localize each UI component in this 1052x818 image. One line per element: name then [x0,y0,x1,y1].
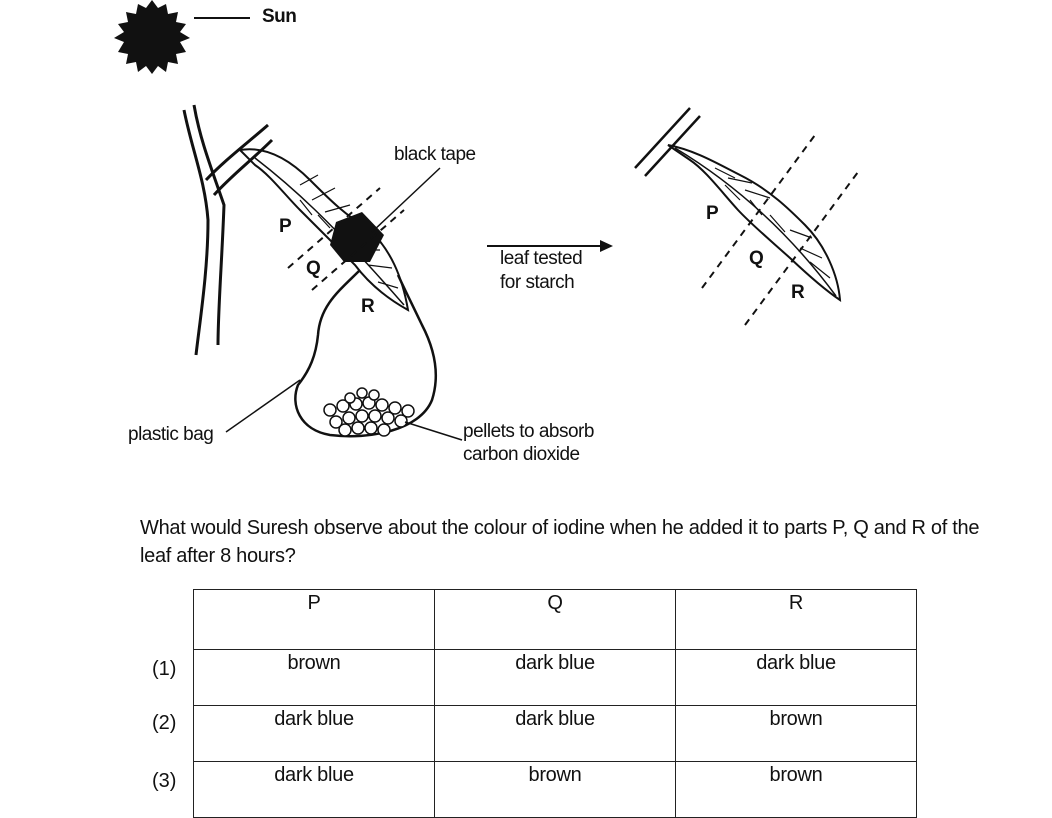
plastic-bag-label: plastic bag [128,424,214,445]
black-tape-label: black tape [394,144,476,165]
black-tape-leader [372,168,440,232]
left-leaf-part-r: R [361,296,375,317]
left-leaf-part-p: P [279,216,292,237]
pellets-label-line2: carbon dioxide [463,444,580,465]
right-leaf [635,108,840,300]
pellets-leader [405,422,462,440]
sun-icon [114,0,190,74]
sun-label: Sun [262,6,297,27]
black-tape [330,212,384,262]
cell-3-p: dark blue [194,762,435,818]
header-q: Q [435,590,676,650]
plastic-bag-leader [226,380,300,432]
right-leaf-part-p: P [706,203,719,224]
table-row [194,650,917,706]
left-leaf-part-q: Q [306,258,321,279]
table-header-row [194,590,917,650]
question-text: What would Suresh observe about the colour of iodine when he added it to parts P, Q and R of the leaf after 8 hours? [140,517,980,567]
arrow-label-line2: for starch [500,272,575,293]
option-number-3: (3) [152,770,177,792]
cell-2-r: brown [676,706,917,762]
option-number-2: (2) [152,712,177,734]
cell-1-q: dark blue [435,650,676,706]
table-row [194,706,917,762]
right-leaf-part-q: Q [749,248,764,269]
pellets-label-line1: pellets to absorb [463,421,594,442]
header-p: P [194,590,435,650]
cell-1-p: brown [194,650,435,706]
option-number-1: (1) [152,658,177,680]
cell-3-r: brown [676,762,917,818]
plant-stem [184,105,272,355]
right-leaf-part-r: R [791,282,805,303]
cell-3-q: brown [435,762,676,818]
table-row [194,762,917,818]
header-r: R [676,590,917,650]
cell-2-p: dark blue [194,706,435,762]
cell-1-r: dark blue [676,650,917,706]
arrow-label-line1: leaf tested [500,248,583,269]
answer-table [193,589,917,818]
cell-2-q: dark blue [435,706,676,762]
